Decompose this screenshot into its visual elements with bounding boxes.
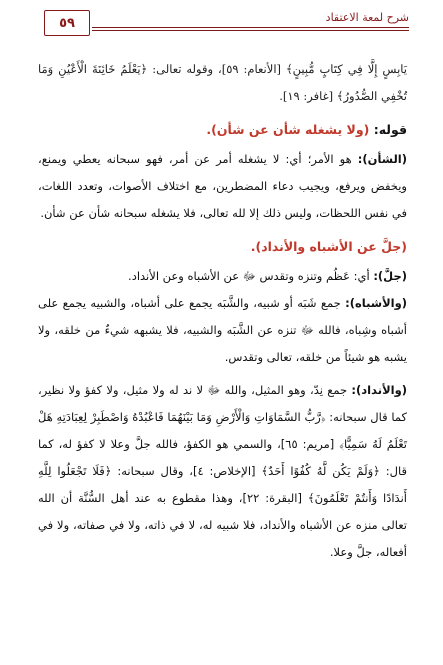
heading-quote-2: (جلَّ عن الأشباه والأنداد). [250,239,407,254]
term-jalla: (جلَّ): [373,269,407,283]
page-body [38,56,407,566]
heading-quote: (ولا يشغله شأن عن شأن). [206,122,370,137]
paragraph-ashbah [38,290,407,371]
section-heading-1 [38,118,407,142]
paragraph-jalla-text: أي: عَظُم وتنزه وتقدس ﷻ عن الأشباه وعن الأنداد. [128,269,370,283]
quran-verse-continuation: يَابِسٍ إِلَّا فِي كِتَابٍ مُّبِينٍ﴾ [الأنعام: ٥٩]، وقوله تعالى: ﴿يَعْلَمُ خَائِنَةَ الْأَعْيُنِ وَمَا تُخْفِي الصُّدُورُ﴾ [غافر: ١٩]. [38,62,407,103]
term-andad: (والأنداد): [351,383,407,397]
term-ashbah: (والأشباه): [345,296,408,310]
paragraph-andad-text: جمع نِدّ، وهو المثيل، والله ﷻ لا ند له ولا مثيل، ولا كفؤ ولا نظير، كما قال سبحانه: ﴿رَّبُّ السَّمَاوَاتِ وَالْأَرْضِ وَمَا بَيْنَهُمَا فَاعْبُدْهُ وَاصْطَبِرْ لِعِبَادَتِهِ هَلْ تَعْلَمُ لَهُ سَمِيًّا﴾ [مريم: ٦٥]، والسمي هو الكفؤ، فالله جلَّ وعلا لا كفؤ له، كما قال: ﴿وَلَمْ يَكُن لَّهُ كُفُوًا أَحَدٌ﴾ [الإخلاص: ٤]، وقال سبحانه: ﴿فَلَا تَجْعَلُوا لِلَّهِ أَندَادًا وَأَنتُمْ تَعْلَمُونَ﴾ [البقرة: ٢٢]، وهذا مقطوع به عند أهل السُّنَّة أن الله تعالى منزه عن الأشباه والأنداد، فلا شبيه له، لا في ذاته، ولا في صفاته، ولا في أفعاله، جلَّ وعلا. [38,383,407,559]
page-number: ٥٩ [44,10,90,36]
paragraph-jalla [38,263,407,290]
header-rule [92,27,409,31]
paragraph-shaan [38,146,407,227]
section-heading-2 [38,235,407,259]
paragraph-shaan-text: هو الأمر؛ أي: لا يشغله أمر عن أمر، فهو سبحانه يعطي ويمنع، ويخفض ويرفع، ويجيب دعاء المضطرين، مع اختلاف الأصوات، وتعدد اللغات، في نفس اللحظات، وليس ذلك إلا لله تعالى، فلا يشغله سبحانه شأن عن شأن. [38,152,407,220]
term-shaan: (الشأن): [357,152,407,166]
book-title: شرح لمعة الاعتقاد [320,11,409,24]
paragraph-ashbah-text: جمع شَبَه أو شبيه، والشَّبَه يجمع على أشباه، والشبيه يجمع على أشباه وشِباه، فالله ﷻ تنزه عن الشَّبَه والشبيه، فلا يشبهه شيءٌ من خلقه، ولا يشبه هو شيئاً من خلقه، تعالى وتقدس. [38,296,407,364]
page-header [44,10,409,38]
paragraph-andad [38,377,407,566]
heading-prefix: قوله: [373,122,407,137]
